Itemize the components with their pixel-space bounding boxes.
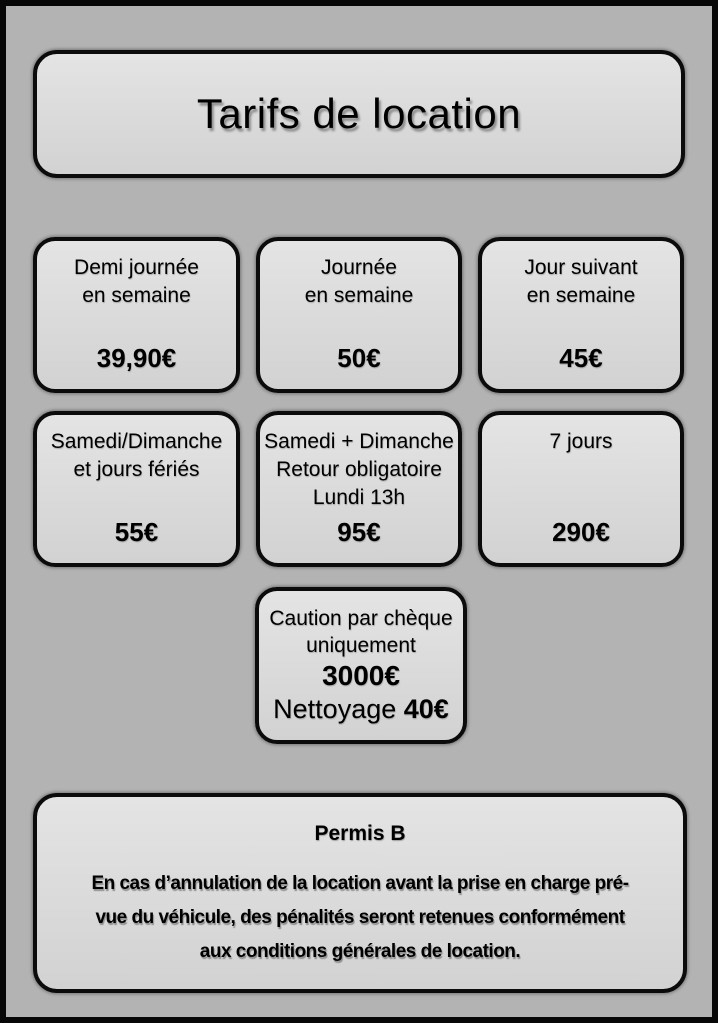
card-label-line: Retour obligatoire [276,458,442,481]
deposit-amount: 3000€ [322,660,400,691]
card-label [549,428,612,456]
card-price: 45€ [559,343,603,373]
conditions-line: aux conditions générales de location. [199,941,521,962]
card-jour-suivant-semaine [478,237,684,393]
card-label [524,254,637,310]
page-title: Tarifs de location [196,90,522,137]
card-weekend-retour-lundi [256,411,462,567]
conditions-line: vue du véhicule, des pénalités seront retenues conformément [95,907,625,928]
card-label-line: Journée [321,256,397,279]
card-price: 50€ [337,343,381,373]
cleaning-fee-price: 40€ [403,694,449,724]
card-label-line: en semaine [82,284,191,307]
title-box [33,50,685,178]
card-label-line: Samedi/Dimanche [50,430,223,453]
cleaning-fee [273,692,449,726]
card-label-line: Samedi + Dimanche [264,430,454,453]
permis-b-heading: Permis B [314,822,406,845]
conditions-card [33,793,687,993]
cleaning-fee-label: Nettoyage [273,694,397,724]
card-label [74,254,199,310]
card-price: 39,90€ [96,343,177,373]
conditions-paragraph [37,867,683,969]
card-label-line: Demi journée [74,256,199,279]
caution-line: Caution par chèque [269,607,453,630]
card-price: 55€ [114,517,159,547]
card-label-line: et jours fériés [73,458,200,481]
card-label [51,428,223,484]
card-label-line: Lundi 13h [312,486,406,509]
card-price: 290€ [552,517,610,547]
conditions-line: En cas d’annulation de la location avant la prise en charge pré- [91,873,629,894]
card-price: 95€ [337,517,381,547]
card-weekend-jours-feries [33,411,240,567]
caution-line: uniquement [306,634,416,657]
card-demi-journee-semaine [33,237,240,393]
card-label [264,428,454,512]
pricing-grid [33,237,685,567]
card-label-line: Jour suivant [524,256,638,279]
card-7-jours [478,411,684,567]
card-label [305,254,414,310]
card-journee-semaine [256,237,462,393]
card-label-line: en semaine [526,284,636,307]
card-label-line: en semaine [304,284,414,307]
card-label-line: 7 jours [549,430,613,453]
caution-card [255,587,467,744]
